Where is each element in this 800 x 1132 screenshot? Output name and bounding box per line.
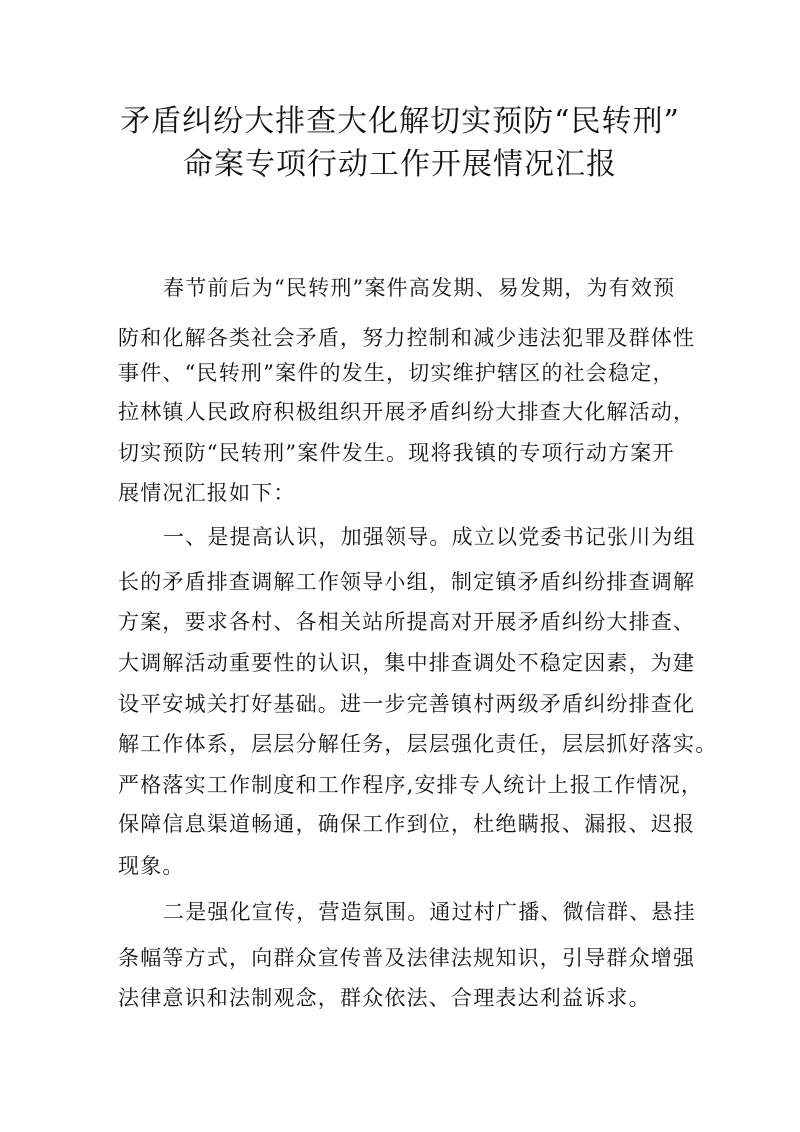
paragraph-1-line-6: 展情况汇报如下：	[118, 481, 296, 505]
paragraph-2-line-1: 一、是提高认识，加强领导。成立以党委书记张川为组	[163, 525, 696, 549]
paragraph-3-line-1: 二是强化宣传，营造氛围。通过村广播、微信群、悬挂	[163, 900, 696, 924]
paragraph-2-line-6: 解工作体系，层层分解任务，层层强化责任，层层抓好落实。	[118, 732, 718, 756]
paragraph-3-line-3: 法律意识和法制观念，群众依法、合理表达利益诉求。	[118, 986, 651, 1010]
paragraph-1-line-2: 防和化解各类社会矛盾，努力控制和减少违法犯罪及群体性	[118, 326, 696, 350]
paragraph-2-line-8: 保障信息渠道畅通，确保工作到位，杜绝瞒报、漏报、迟报	[118, 812, 696, 836]
paragraph-2-line-9: 现象。	[118, 854, 185, 878]
document-title-line-1: 矛盾纠纷大排查大化解切实预防“民转刑”	[120, 104, 680, 139]
paragraph-1-line-3: 事件、“民转刑”案件的发生，切实维护辖区的社会稳定，	[118, 361, 675, 385]
paragraph-2-line-4: 大调解活动重要性的认识，集中排查调处不稳定因素，为建	[118, 651, 696, 675]
paragraph-2-line-2: 长的矛盾排查调解工作领导小组，制定镇矛盾纠纷排查调解	[118, 570, 696, 594]
paragraph-3-line-2: 条幅等方式，向群众宣传普及法律法规知识，引导群众增强	[118, 946, 696, 970]
document-title-line-2: 命案专项行动工作开展情况汇报	[183, 147, 617, 182]
paragraph-1-line-1: 春节前后为“民转刑”案件高发期、易发期，为有效预	[163, 276, 676, 300]
paragraph-2-line-3: 方案，要求各村、各相关站所提高对开展矛盾纠纷大排查、	[118, 610, 696, 634]
paragraph-1-line-5: 切实预防“民转刑”案件发生。现将我镇的专项行动方案开	[118, 441, 675, 465]
paragraph-2-line-5: 设平安城关打好基础。进一步完善镇村两级矛盾纠纷排查化	[118, 692, 696, 716]
paragraph-1-line-4: 拉林镇人民政府积极组织开展矛盾纠纷大排查大化解活动，	[118, 400, 696, 424]
paragraph-2-line-7: 严格落实工作制度和工作程序,安排专人统计上报工作情况，	[118, 773, 704, 797]
